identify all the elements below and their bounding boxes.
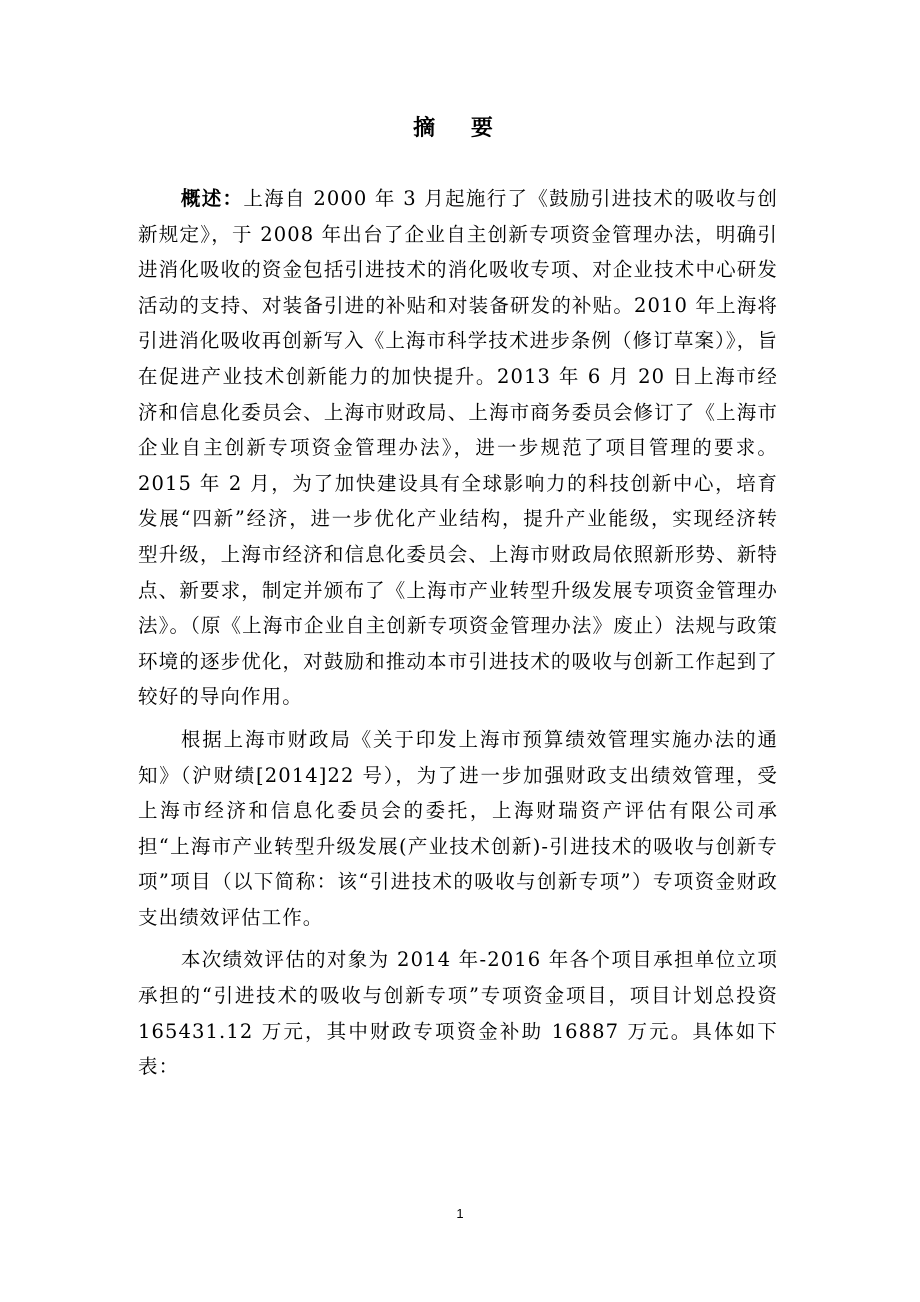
page-title: 摘 要 (413, 116, 507, 141)
paragraph-overview (138, 181, 778, 715)
overview-text: 上海自 2000 年 3 月起施行了《鼓励引进技术的吸收与创新规定》，于 2008 年出台了企业自主创新专项资金管理办法，明确引进消化吸收的资金包括引进技术的消化吸收专项、对企业技术中心研发活动的支持、对装备引进的补贴和对装备研发的补贴。2010 年上海将引进消化吸收再创新写入《上海市科学技术进步条例（修订草案）》，旨在促进产业技术创新能力的加快提升。2013 年 6 月 20 日上海市经济和信息化委员会、上海市财政局、上海市商务委员会修订了《上海市企业自主创新专项资金管理办法》，进一步规范了项目管理的要求。2015 年 2 月，为了加快建设具有全球影响力的科技创新中心，培育发展“四新”经济，进一步优化产业结构，提升产业能级，实现经济转型升级，上海市经济和信息化委员会、上海市财政局依照新形势、新特点、新要求，制定并颁布了《上海市产业转型升级发展专项资金管理办法》。（原《上海市企业自主创新专项资金管理办法》废止）法规与政策环境的逐步优化，对鼓励和推动本市引进技术的吸收与创新工作起到了较好的导向作用。 (138, 187, 778, 709)
body-text (138, 181, 778, 1092)
page-number: 1 (456, 1206, 464, 1221)
paragraph-commission: 根据上海市财政局《关于印发上海市预算绩效管理实施办法的通知》（沪财绩[2014]22 号），为了进一步加强财政支出绩效管理，受上海市经济和信息化委员会的委托，上海财瑞资产评估有限公司承担“上海市产业转型升级发展(产业技术创新)-引进技术的吸收与创新专项”项目（以下简称：该“引进技术的吸收与创新专项”）专项资金财政支出绩效评估工作。 (138, 727, 778, 929)
paragraph-scope: 本次绩效评估的对象为 2014 年-2016 年各个项目承担单位立项承担的“引进技术的吸收与创新专项”专项资金项目，项目计划总投资 165431.12 万元，其中财政专项资金补助 16887 万元。具体如下表： (138, 948, 778, 1079)
overview-label: 概述： (180, 187, 244, 210)
